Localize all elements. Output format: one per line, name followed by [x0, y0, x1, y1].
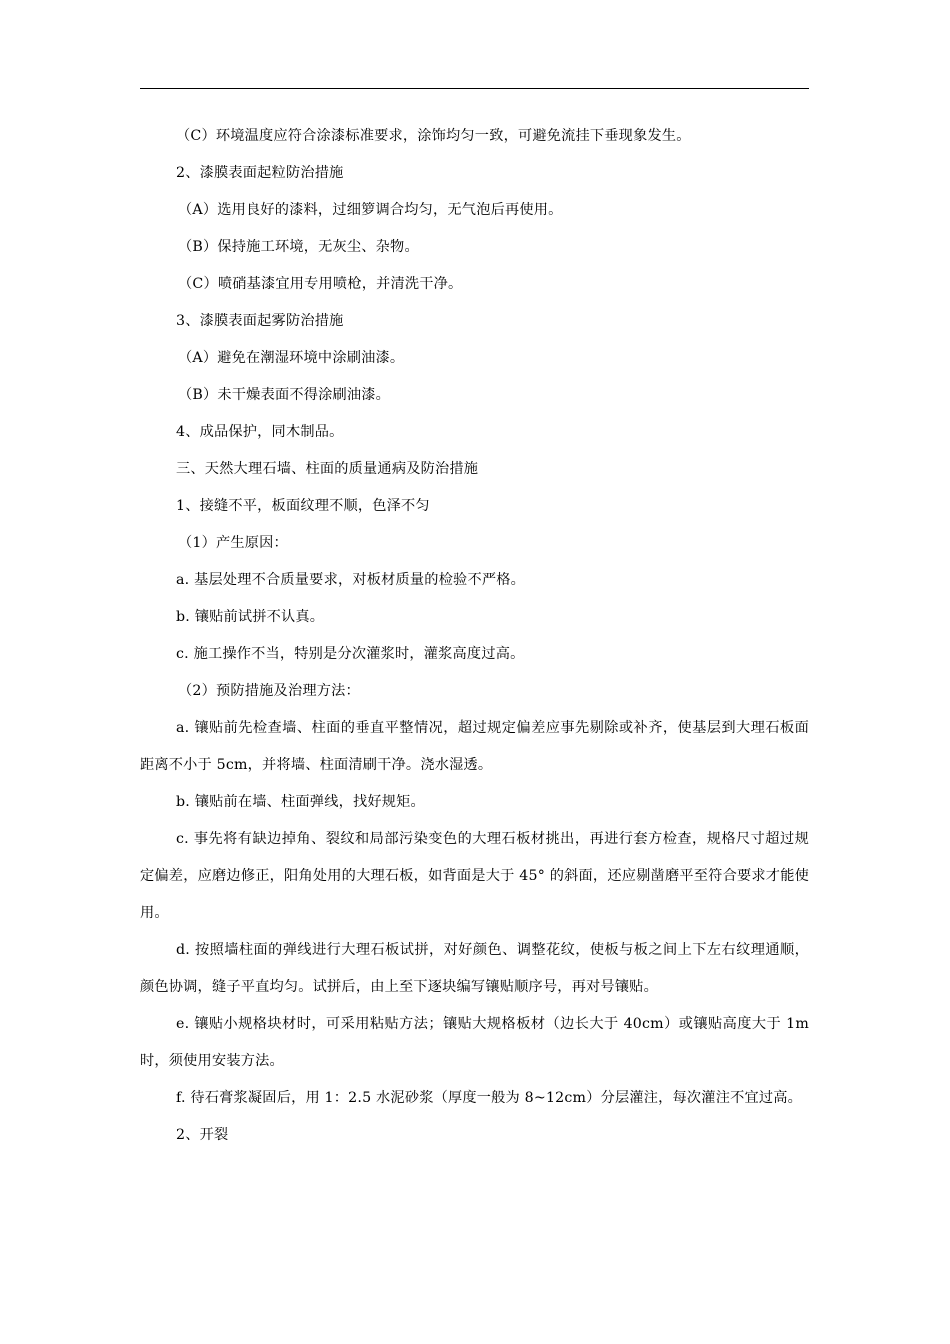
cause-a: a. 基层处理不合质量要求，对板材质量的检验不严格。 — [176, 572, 525, 588]
prevention-c: c. 事先将有缺边掉角、裂纹和局部污染变色的大理石板材挑出，再进行套方检查，规格尺寸超过规定偏差，应磨边修正，阳角处用的大理石板，如背面是大于 45° 的斜面，还应剔凿磨平至符合要求才能使用。 — [140, 831, 809, 921]
heading-2-cracking: 2、开裂 — [176, 1127, 229, 1143]
cause-b: b. 镶贴前试拼不认真。 — [176, 609, 325, 625]
heading-4-protection: 4、成品保护，同木制品。 — [176, 424, 344, 440]
section-heading-marble: 三、天然大理石墙、柱面的质量通病及防治措施 — [176, 461, 479, 477]
paragraph-c-spray-gun: （C）喷硝基漆宜用专用喷枪，并清洗干净。 — [178, 276, 463, 292]
subheading-causes: （1）产生原因： — [178, 535, 288, 551]
paragraph-a-paint: （A）选用良好的漆料，过细箩调合均匀，无气泡后再使用。 — [178, 202, 563, 218]
prevention-a: a. 镶贴前先检查墙、柱面的垂直平整情况，超过规定偏差应事先剔除或补齐，使基层到大理石板面距离不小于 5cm，并将墙、柱面清刷干净。浇水湿透。 — [140, 720, 809, 773]
paragraph-a-humidity: （A）避免在潮湿环境中涂刷油漆。 — [178, 350, 405, 366]
prevention-b: b. 镶贴前在墙、柱面弹线，找好规矩。 — [176, 794, 425, 810]
document-body — [140, 118, 809, 1154]
heading-1-joints: 1、接缝不平，板面纹理不顺，色泽不匀 — [176, 498, 430, 514]
header-rule — [140, 88, 809, 89]
heading-2-film-particles: 2、漆膜表面起粒防治措施 — [176, 165, 344, 181]
paragraph-b-dry-surface: （B）未干燥表面不得涂刷油漆。 — [178, 387, 391, 403]
cause-c: c. 施工操作不当，特别是分次灌浆时，灌浆高度过高。 — [176, 646, 525, 662]
heading-3-film-fog: 3、漆膜表面起雾防治措施 — [176, 313, 344, 329]
paragraph-c-temperature: （C）环境温度应符合涂漆标准要求，涂饰均匀一致，可避免流挂下垂现象发生。 — [176, 128, 691, 144]
prevention-e: e. 镶贴小规格块材时，可采用粘贴方法；镶贴大规格板材（边长大于 40cm）或镶贴高度大于 1m 时，须使用安装方法。 — [140, 1016, 809, 1069]
subheading-prevention: （2）预防措施及治理方法： — [178, 683, 360, 699]
prevention-f: f. 待石膏浆凝固后，用 1：2.5 水泥砂浆（厚度一般为 8~12cm）分层灌注，每次灌注不宜过高。 — [176, 1090, 803, 1106]
prevention-d: d. 按照墙柱面的弹线进行大理石板试拼，对好颜色、调整花纹，使板与板之间上下左右纹理通顺，颜色协调，缝子平直均匀。试拼后，由上至下逐块编写镶贴顺序号，再对号镶贴。 — [140, 942, 809, 995]
paragraph-b-environment: （B）保持施工环境，无灰尘、杂物。 — [178, 239, 419, 255]
